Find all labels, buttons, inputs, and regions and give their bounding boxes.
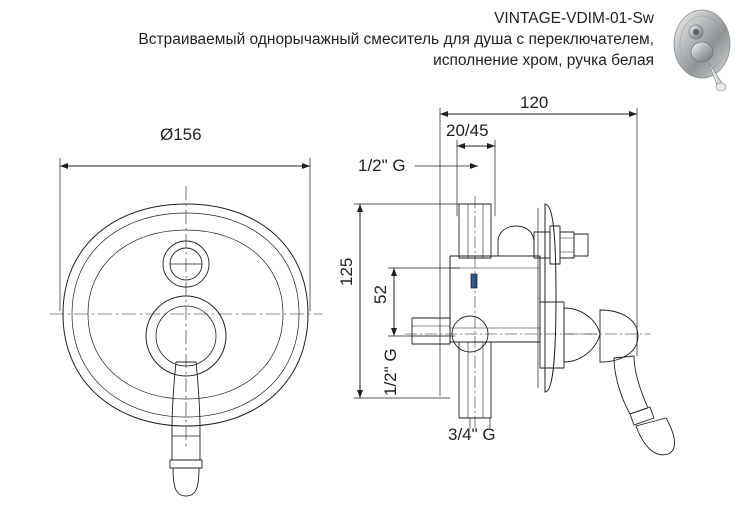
- dim-label-width-total: 120: [520, 96, 549, 112]
- front-view-drawing: [50, 158, 322, 496]
- dim-label-inlet-left: 1/2" G: [381, 348, 400, 396]
- dim-label-inlet-bottom: 3/4" G: [448, 425, 496, 444]
- product-code: VINTAGE-VDIM-01-Sw: [494, 10, 654, 27]
- drawing-area: [0, 96, 750, 506]
- dim-label-inlet-top: 1/2" G: [358, 156, 406, 175]
- dim-label-diameter: Ø156: [160, 125, 202, 144]
- product-description-line1: Встраиваемый однорычажный смеситель для душа с переключателем,: [138, 31, 654, 48]
- dim-label-height-total: 125: [337, 257, 356, 286]
- product-photo-thumbnail: [658, 4, 746, 96]
- product-description-line2: исполнение хром, ручка белая: [433, 52, 654, 69]
- dim-label-height-inner: 52: [371, 285, 390, 304]
- dim-label-offset: 20/45: [446, 121, 489, 140]
- product-header: [14, 8, 654, 71]
